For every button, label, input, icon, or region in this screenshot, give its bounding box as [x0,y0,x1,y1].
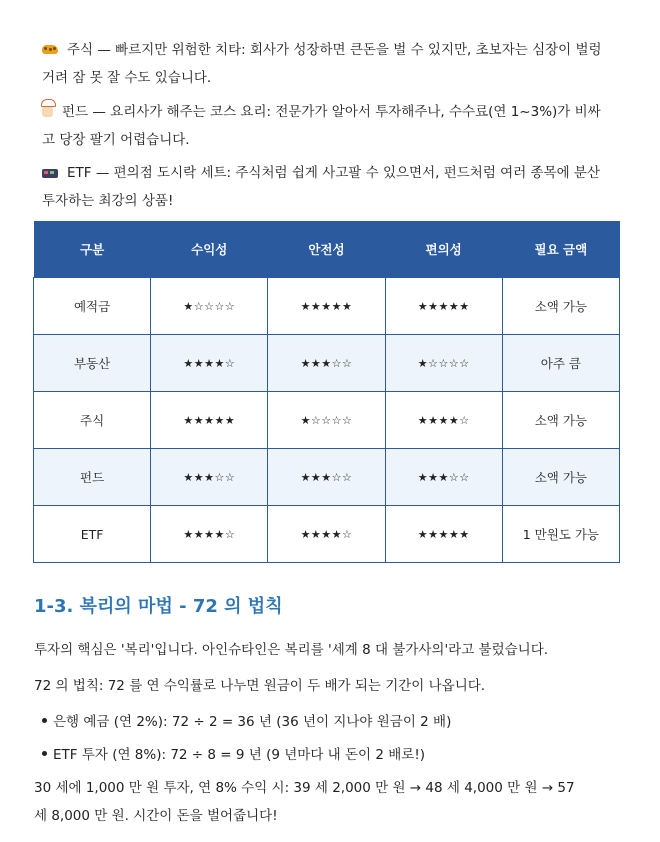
table-row [34,278,620,335]
safety-rating: ★★★★★ [268,278,385,335]
required-amount: 소액 가능 [502,449,619,506]
row-label: 펀드 [34,449,151,506]
bullet-text: ETF — 편의점 도시락 세트: 주식처럼 쉽게 사고팔 수 있으면서, 펀드처럼 여러 종목에 분산 투자하는 최강의 상품! [42,165,601,209]
bullet-dot [42,718,47,723]
cheetah-icon [42,45,58,54]
return-rating: ★☆☆☆☆ [151,278,268,335]
header-return: 수익성 [151,221,268,278]
table-row [34,392,620,449]
bento-icon [42,169,58,178]
bullet-text: 펀드 — 요리사가 해주는 코스 요리: 전문가가 알아서 투자해주나, 수수료(연 1~3%)가 비싸고 당장 팔기 어렵습니다. [42,104,601,148]
return-rating: ★★★★★ [151,392,268,449]
row-label: 예적금 [34,278,151,335]
header-convenience: 편의성 [385,221,502,278]
list-item-text: ETF 투자 (연 8%): 72 ÷ 8 = 9 년 (9 년마다 내 돈이 2 배로!) [53,747,426,763]
chef-icon [42,103,53,117]
safety-rating: ★☆☆☆☆ [268,392,385,449]
header-safety: 안전성 [268,221,385,278]
required-amount: 소액 가능 [502,278,619,335]
table-row [34,506,620,563]
intro-paragraph: 투자의 핵심은 '복리'입니다. 아인슈타인은 복리를 '세계 8 대 불가사의'라고 불렀습니다. [34,642,549,658]
list-item [42,712,622,732]
table-header-row [34,221,620,278]
section-heading: 1-3. 복리의 마법 - 72 의 법칙 [34,596,283,617]
table-row [34,449,620,506]
header-required-amount: 필요 금액 [502,221,619,278]
list-item-text: 은행 예금 (연 2%): 72 ÷ 2 = 36 년 (36 년이 지나야 원금이 2 배) [53,714,452,730]
bullet-etf [42,159,602,215]
return-rating: ★★★☆☆ [151,449,268,506]
row-label: 부동산 [34,335,151,392]
convenience-rating: ★☆☆☆☆ [385,335,502,392]
table-row [34,335,620,392]
convenience-rating: ★★★★☆ [385,392,502,449]
row-label: ETF [34,506,151,563]
bullet-stocks [42,36,602,92]
required-amount: 1 만원도 가능 [502,506,619,563]
bullet-dot [42,751,47,756]
safety-rating: ★★★☆☆ [268,335,385,392]
bullet-text: 주식 — 빠르지만 위험한 치타: 회사가 성장하면 큰돈을 벌 수 있지만, 초보자는 심장이 벌렁거려 잠 못 잘 수도 있습니다. [42,42,602,86]
required-amount: 소액 가능 [502,392,619,449]
convenience-rating: ★★★★★ [385,278,502,335]
convenience-rating: ★★★☆☆ [385,449,502,506]
return-rating: ★★★★☆ [151,506,268,563]
required-amount: 아주 큼 [502,335,619,392]
header-category: 구분 [34,221,151,278]
row-label: 주식 [34,392,151,449]
return-rating: ★★★★☆ [151,335,268,392]
bullet-funds [42,98,602,154]
list-item [42,745,622,765]
convenience-rating: ★★★★★ [385,506,502,563]
safety-rating: ★★★☆☆ [268,449,385,506]
closing-paragraph: 30 세에 1,000 만 원 투자, 연 8% 수익 시: 39 세 2,000 만 원 → 48 세 4,000 만 원 → 57 세 8,000 만 원. 시간이 돈을 벌어줍니다! [34,780,575,824]
safety-rating: ★★★★☆ [268,506,385,563]
comparison-table [33,221,620,563]
rule-paragraph: 72 의 법칙: 72 를 연 수익률로 나누면 원금이 두 배가 되는 기간이 나옵니다. [34,678,486,694]
